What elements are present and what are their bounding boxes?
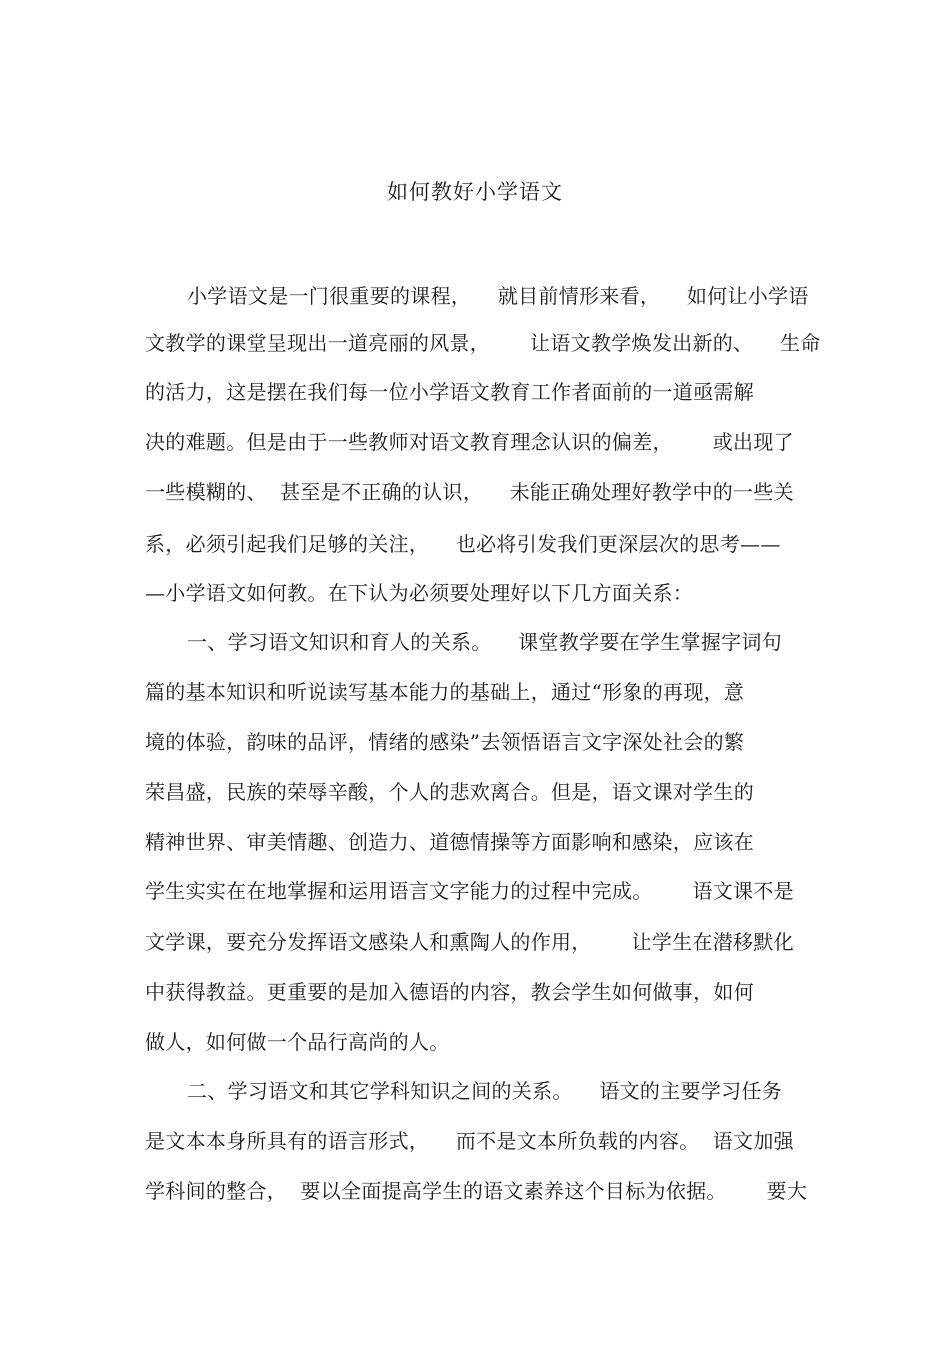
paragraph-line: 荣昌盛，民族的荣辱辛酸，个人的悲欢离合。但是，语文课对学生的 [145,780,754,804]
paragraph-line: 一些模糊的、 甚至是不正确的认识， 未能正确处理好教学中的一些关 [145,480,794,504]
paragraph-line: 文教学的课堂呈现出一道亮丽的风景， 让语文教学焕发出新的、 生命 [145,331,821,355]
paragraph-line: 精神世界、审美情趣、创造力、道德情操等方面影响和感染，应该在 [145,830,754,854]
paragraph-line: 篇的基本知识和听说读写基本能力的基础上，通过“形象的再现，意 [145,680,745,704]
paragraph-line: 是文本本身所具有的语言形式， 而不是文本所负载的内容。 语文加强 [145,1129,794,1153]
paragraph-line: —小学语文如何教。在下认为必须要处理好以下几方面关系： [145,581,694,605]
paragraph-line: 二、学习语文和其它学科知识之间的关系。 语文的主要学习任务 [187,1079,783,1103]
paragraph-line: 做人，如何做一个品行高尚的人。 [145,1030,450,1054]
paragraph-line: 一、学习语文知识和育人的关系。 课堂教学要在学生掌握字词句 [187,630,783,654]
paragraph-line: 小学语文是一门很重要的课程， 就目前情形来看， 如何让小学语 [187,284,809,308]
paragraph-line: 境的体验，韵味的品评，情绪的感染”去领悟语言文字深处社会的繁 [145,730,745,754]
paragraph-line: 学生实实在在地掌握和运用语言文字能力的过程中完成。 语文课不是 [145,879,794,903]
document-title: 如何教好小学语文 [387,180,563,204]
paragraph-line: 中获得教益。更重要的是加入德语的内容，教会学生如何做事，如何 [145,980,754,1004]
paragraph-line: 的活力，这是摆在我们每一位小学语文教育工作者面前的一道亟需解 [145,380,754,404]
paragraph-line: 文学课，要充分发挥语文感染人和熏陶人的作用， 让学生在潜移默化 [145,930,794,954]
paragraph-line: 学科间的整合， 要以全面提高学生的语文素养这个目标为依据。 要大 [145,1179,808,1203]
paragraph-line: 决的难题。但是由于一些教师对语文教育理念认识的偏差， 或出现了 [145,430,794,454]
paragraph-line: 系，必须引起我们足够的关注， 也必将引发我们更深层次的思考—— [145,532,781,556]
